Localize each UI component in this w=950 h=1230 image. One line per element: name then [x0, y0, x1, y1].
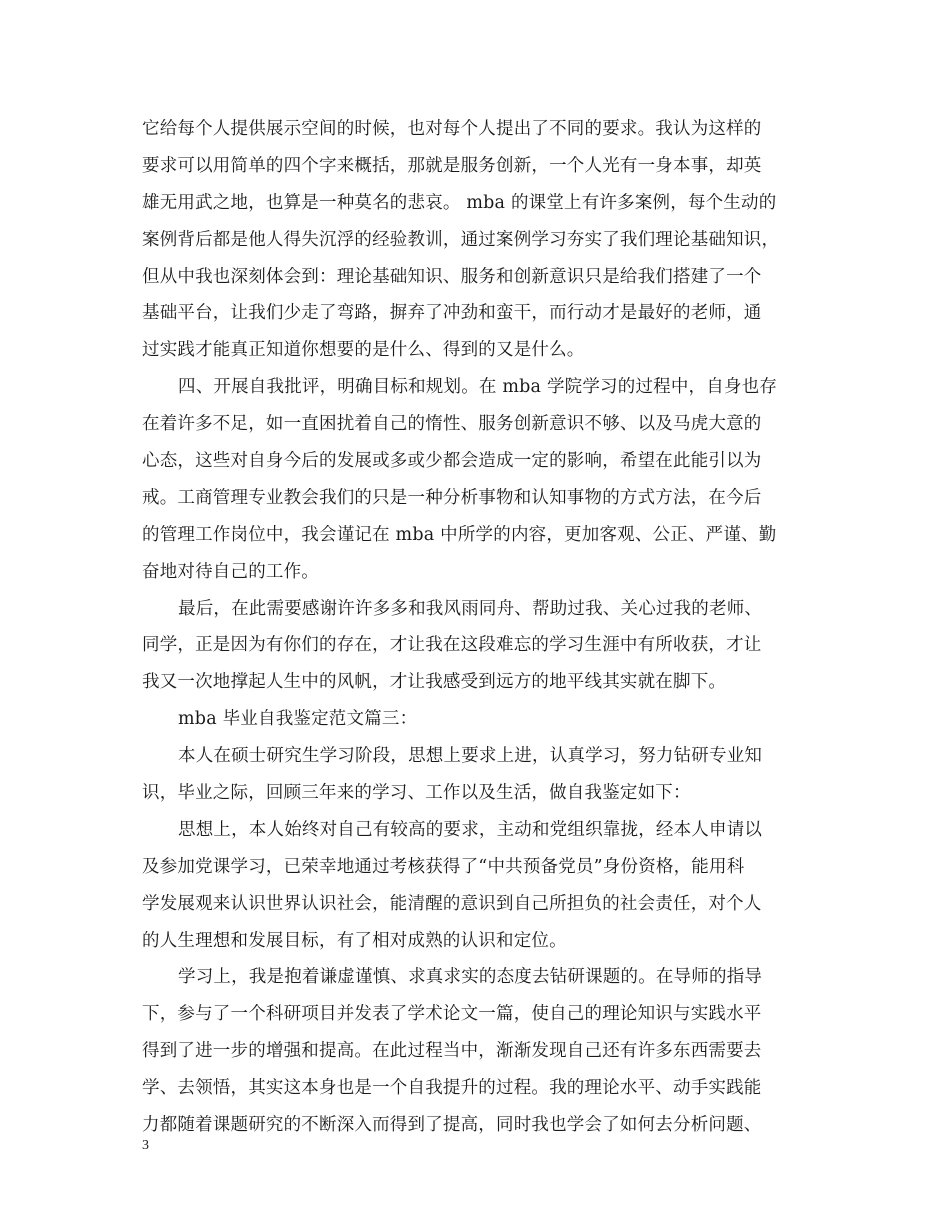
- page-number: 3: [142, 1138, 149, 1153]
- text-line: 四、开展自我批评，明确目标和规划。在 mba 学院学习的过程中，自身也存: [178, 377, 778, 398]
- text-line: 及参加党课学习，已荣幸地通过考核获得了“中共预备党员”身份资格，能用科: [142, 856, 745, 877]
- text-line: 识，毕业之际，回顾三年来的学习、工作以及生活，做自我鉴定如下：: [142, 783, 691, 804]
- text-line: 奋地对待自己的工作。: [142, 561, 319, 582]
- text-line: 本人在硕士研究生学习阶段，思想上要求上进，认真学习，努力钻研专业知: [178, 746, 763, 767]
- text-line: mba 毕业自我鉴定范文篇三：: [178, 709, 418, 730]
- text-line: 基础平台，让我们少走了弯路，摒弃了冲劲和蛮干，而行动才是最好的老师，通: [142, 303, 762, 324]
- text-line: 思想上，本人始终对自己有较高的要求，主动和党组织靠拢，经本人申请以: [178, 819, 763, 840]
- text-line: 戒。工商管理专业教会我们的只是一种分析事物和认知事物的方式方法，在今后: [142, 487, 762, 508]
- text-line: 雄无用武之地，也算是一种莫名的悲哀。 mba 的课堂上有许多案例，每个生动的: [142, 192, 777, 213]
- text-line: 心态，这些对自身今后的发展或多或少都会造成一定的影响，希望在此能引以为: [142, 451, 762, 472]
- text-line: 得到了进一步的增强和提高。在此过程当中，渐渐发现自己还有许多东西需要去: [142, 1041, 762, 1062]
- text-line: 但从中我也深刻体会到：理论基础知识、服务和创新意识只是给我们搭建了一个: [142, 266, 762, 287]
- text-line: 学发展观来认识世界认识社会，能清醒的意识到自己所担负的社会责任，对个人: [142, 893, 762, 914]
- text-line: 最后，在此需要感谢许许多多和我风雨同舟、帮助过我、关心过我的老师、: [178, 598, 763, 619]
- text-line: 学、去领悟，其实这本身也是一个自我提升的过程。我的理论水平、动手实践能: [142, 1078, 762, 1099]
- text-line: 的管理工作岗位中，我会谨记在 mba 中所学的内容，更加客观、公正、严谨、勤: [142, 524, 777, 545]
- text-line: 在着许多不足，如一直困扰着自己的惰性、服务创新意识不够、以及马虎大意的: [142, 414, 762, 435]
- text-line: 我又一次地撑起人生中的风帆，才让我感受到远方的地平线其实就在脚下。: [142, 672, 727, 693]
- text-line: 力都随着课题研究的不断深入而得到了提高，同时我也学会了如何去分析问题、: [142, 1115, 762, 1136]
- text-line: 它给每个人提供展示空间的时候，也对每个人提出了不同的要求。我认为这样的: [142, 119, 762, 139]
- text-line: 下，参与了一个科研项目并发表了学术论文一篇，使自己的理论知识与实践水平: [142, 1004, 762, 1025]
- document-body: [142, 111, 818, 1144]
- text-line: 的人生理想和发展目标，有了相对成熟的认识和定位。: [142, 930, 567, 951]
- text-line: 同学，正是因为有你们的存在，才让我在这段难忘的学习生涯中有所收获，才让: [142, 635, 762, 656]
- text-line: 过实践才能真正知道你想要的是什么、得到的又是什么。: [142, 340, 585, 361]
- text-line: 要求可以用简单的四个字来概括，那就是服务创新，一个人光有一身本事，却英: [142, 155, 762, 176]
- text-line: 学习上，我是抱着谦虚谨慎、求真求实的态度去钻研课题的。在导师的指导: [178, 967, 763, 988]
- text-line: 案例背后都是他人得失沉浮的经验教训，通过案例学习夯实了我们理论基础知识，: [142, 229, 780, 250]
